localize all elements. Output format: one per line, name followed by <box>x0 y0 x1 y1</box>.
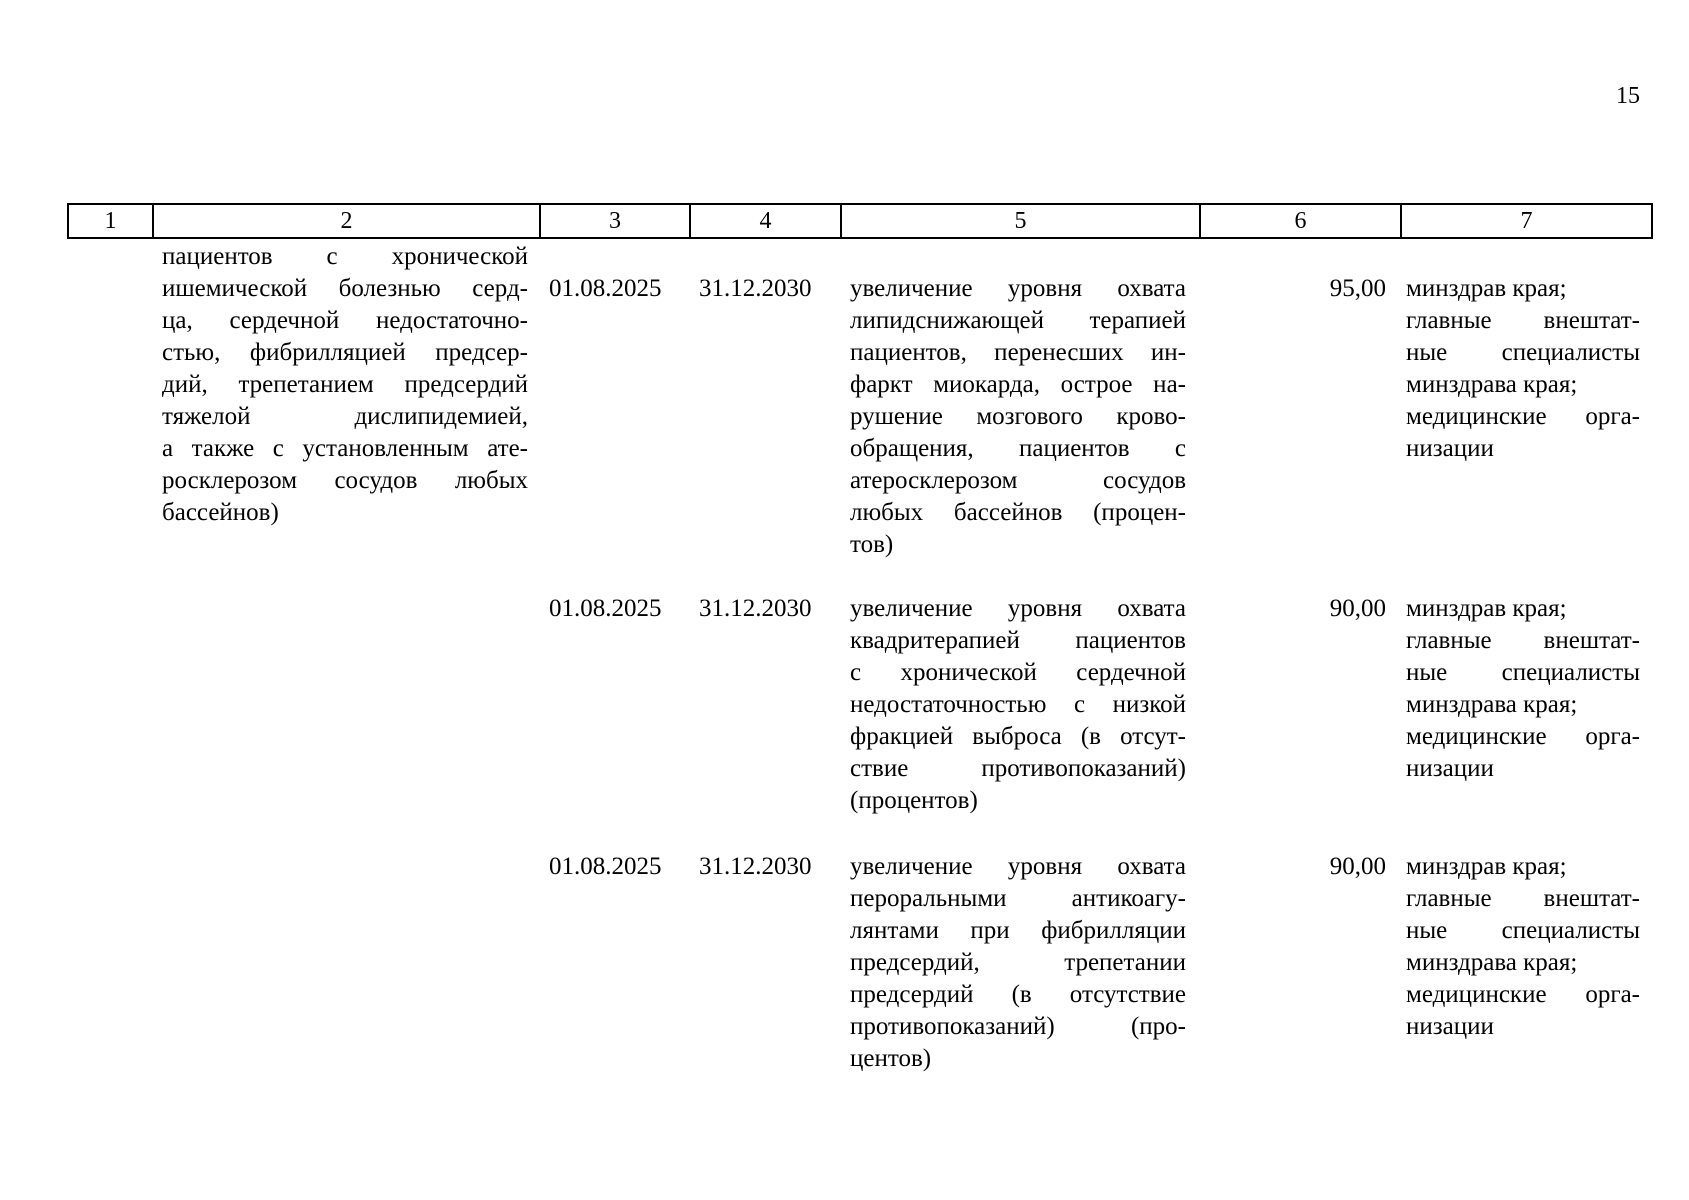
indicator-line: рушение мозгового крово- <box>850 403 1186 430</box>
indicator-line: липидснижающей терапией <box>850 307 1186 334</box>
indicator-line: фаркт миокарда, острое на- <box>850 371 1186 398</box>
event-description-line: а также с установленным ате- <box>162 435 528 462</box>
indicator-line: пероральными антикоагу- <box>850 885 1186 912</box>
end-date: 31.12.2030 <box>699 595 812 622</box>
column-number-6: 6 <box>1200 204 1401 238</box>
indicator-line: (процентов) <box>850 787 978 814</box>
column-number-2: 2 <box>153 204 540 238</box>
event-description <box>162 241 528 529</box>
event-description-line: ишемической болезнью серд- <box>162 275 528 302</box>
responsible-line: главные внештат- <box>1406 885 1640 912</box>
responsible-line: главные внештат- <box>1406 627 1640 654</box>
responsible-line: медицинские орга- <box>1406 723 1640 750</box>
column-number-1: 1 <box>68 204 153 238</box>
event-description-line: росклерозом сосудов любых <box>162 467 528 494</box>
responsible-line: главные внештат- <box>1406 307 1640 334</box>
indicator-line: квадритерапией пациентов <box>850 627 1186 654</box>
responsible-executors <box>1406 273 1640 465</box>
indicator-line: предсердий, трепетании <box>850 949 1186 976</box>
event-description-line: стью, фибрилляцией предсер- <box>162 339 528 366</box>
event-description-line: бассейнов) <box>162 499 279 526</box>
start-date: 01.08.2025 <box>549 853 662 880</box>
column-number-4: 4 <box>690 204 841 238</box>
target-value: 90,00 <box>1329 853 1386 880</box>
responsible-line: минздрава края; <box>1406 371 1578 398</box>
responsible-line: медицинские орга- <box>1406 981 1640 1008</box>
responsible-line: минздрав края; <box>1406 853 1567 880</box>
end-date: 31.12.2030 <box>699 853 812 880</box>
column-number-5: 5 <box>841 204 1200 238</box>
indicator-line: пациентов, перенесших ин- <box>850 339 1186 366</box>
indicator-line: предсердий (в отсутствие <box>850 981 1186 1008</box>
indicator-line: обращения, пациентов с <box>850 435 1186 462</box>
responsible-line: ные специалисты <box>1406 659 1640 686</box>
column-number-7: 7 <box>1401 204 1652 238</box>
indicator-line: лянтами при фибрилляции <box>850 917 1186 944</box>
indicator-line: увеличение уровня охвата <box>850 853 1186 880</box>
target-value: 90,00 <box>1329 595 1386 622</box>
indicator-line: фракцией выброса (в отсут- <box>850 723 1186 750</box>
responsible-executors <box>1406 851 1640 1043</box>
responsible-line: низации <box>1406 435 1494 462</box>
start-date: 01.08.2025 <box>549 275 662 302</box>
target-value: 95,00 <box>1329 275 1386 302</box>
start-date: 01.08.2025 <box>549 595 662 622</box>
responsible-line: минздрав края; <box>1406 275 1567 302</box>
responsible-executors <box>1406 593 1640 785</box>
responsible-line: минздрава края; <box>1406 949 1578 976</box>
indicator-description <box>850 851 1186 1075</box>
responsible-line: ные специалисты <box>1406 339 1640 366</box>
page-number: 15 <box>1616 83 1640 109</box>
indicator-line: увеличение уровня охвата <box>850 275 1186 302</box>
responsible-line: медицинские орга- <box>1406 403 1640 430</box>
event-description-line: дий, трепетанием предсердий <box>162 371 528 398</box>
indicator-line: тов) <box>850 531 894 558</box>
indicator-line: любых бассейнов (процен- <box>850 499 1186 526</box>
indicator-line: центов) <box>850 1045 932 1072</box>
event-description-line: тяжелой дислипидемией, <box>162 403 528 430</box>
indicator-line: с хронической сердечной <box>850 659 1186 686</box>
indicator-line: увеличение уровня охвата <box>850 595 1186 622</box>
indicator-line: атеросклерозом сосудов <box>850 467 1186 494</box>
responsible-line: низации <box>1406 755 1494 782</box>
responsible-line: низации <box>1406 1013 1494 1040</box>
indicator-line: противопоказаний) (про- <box>850 1013 1186 1040</box>
responsible-line: минздрав края; <box>1406 595 1567 622</box>
indicator-description <box>850 273 1186 561</box>
column-number-header <box>67 203 1653 239</box>
event-description-line: ца, сердечной недостаточно- <box>162 307 528 334</box>
indicator-description <box>850 593 1186 817</box>
responsible-line: ные специалисты <box>1406 917 1640 944</box>
indicator-line: ствие противопоказаний) <box>850 755 1186 782</box>
indicator-line: недостаточностью с низкой <box>850 691 1186 718</box>
column-number-3: 3 <box>540 204 690 238</box>
end-date: 31.12.2030 <box>699 275 812 302</box>
event-description-line: пациентов с хронической <box>162 243 528 270</box>
responsible-line: минздрава края; <box>1406 691 1578 718</box>
